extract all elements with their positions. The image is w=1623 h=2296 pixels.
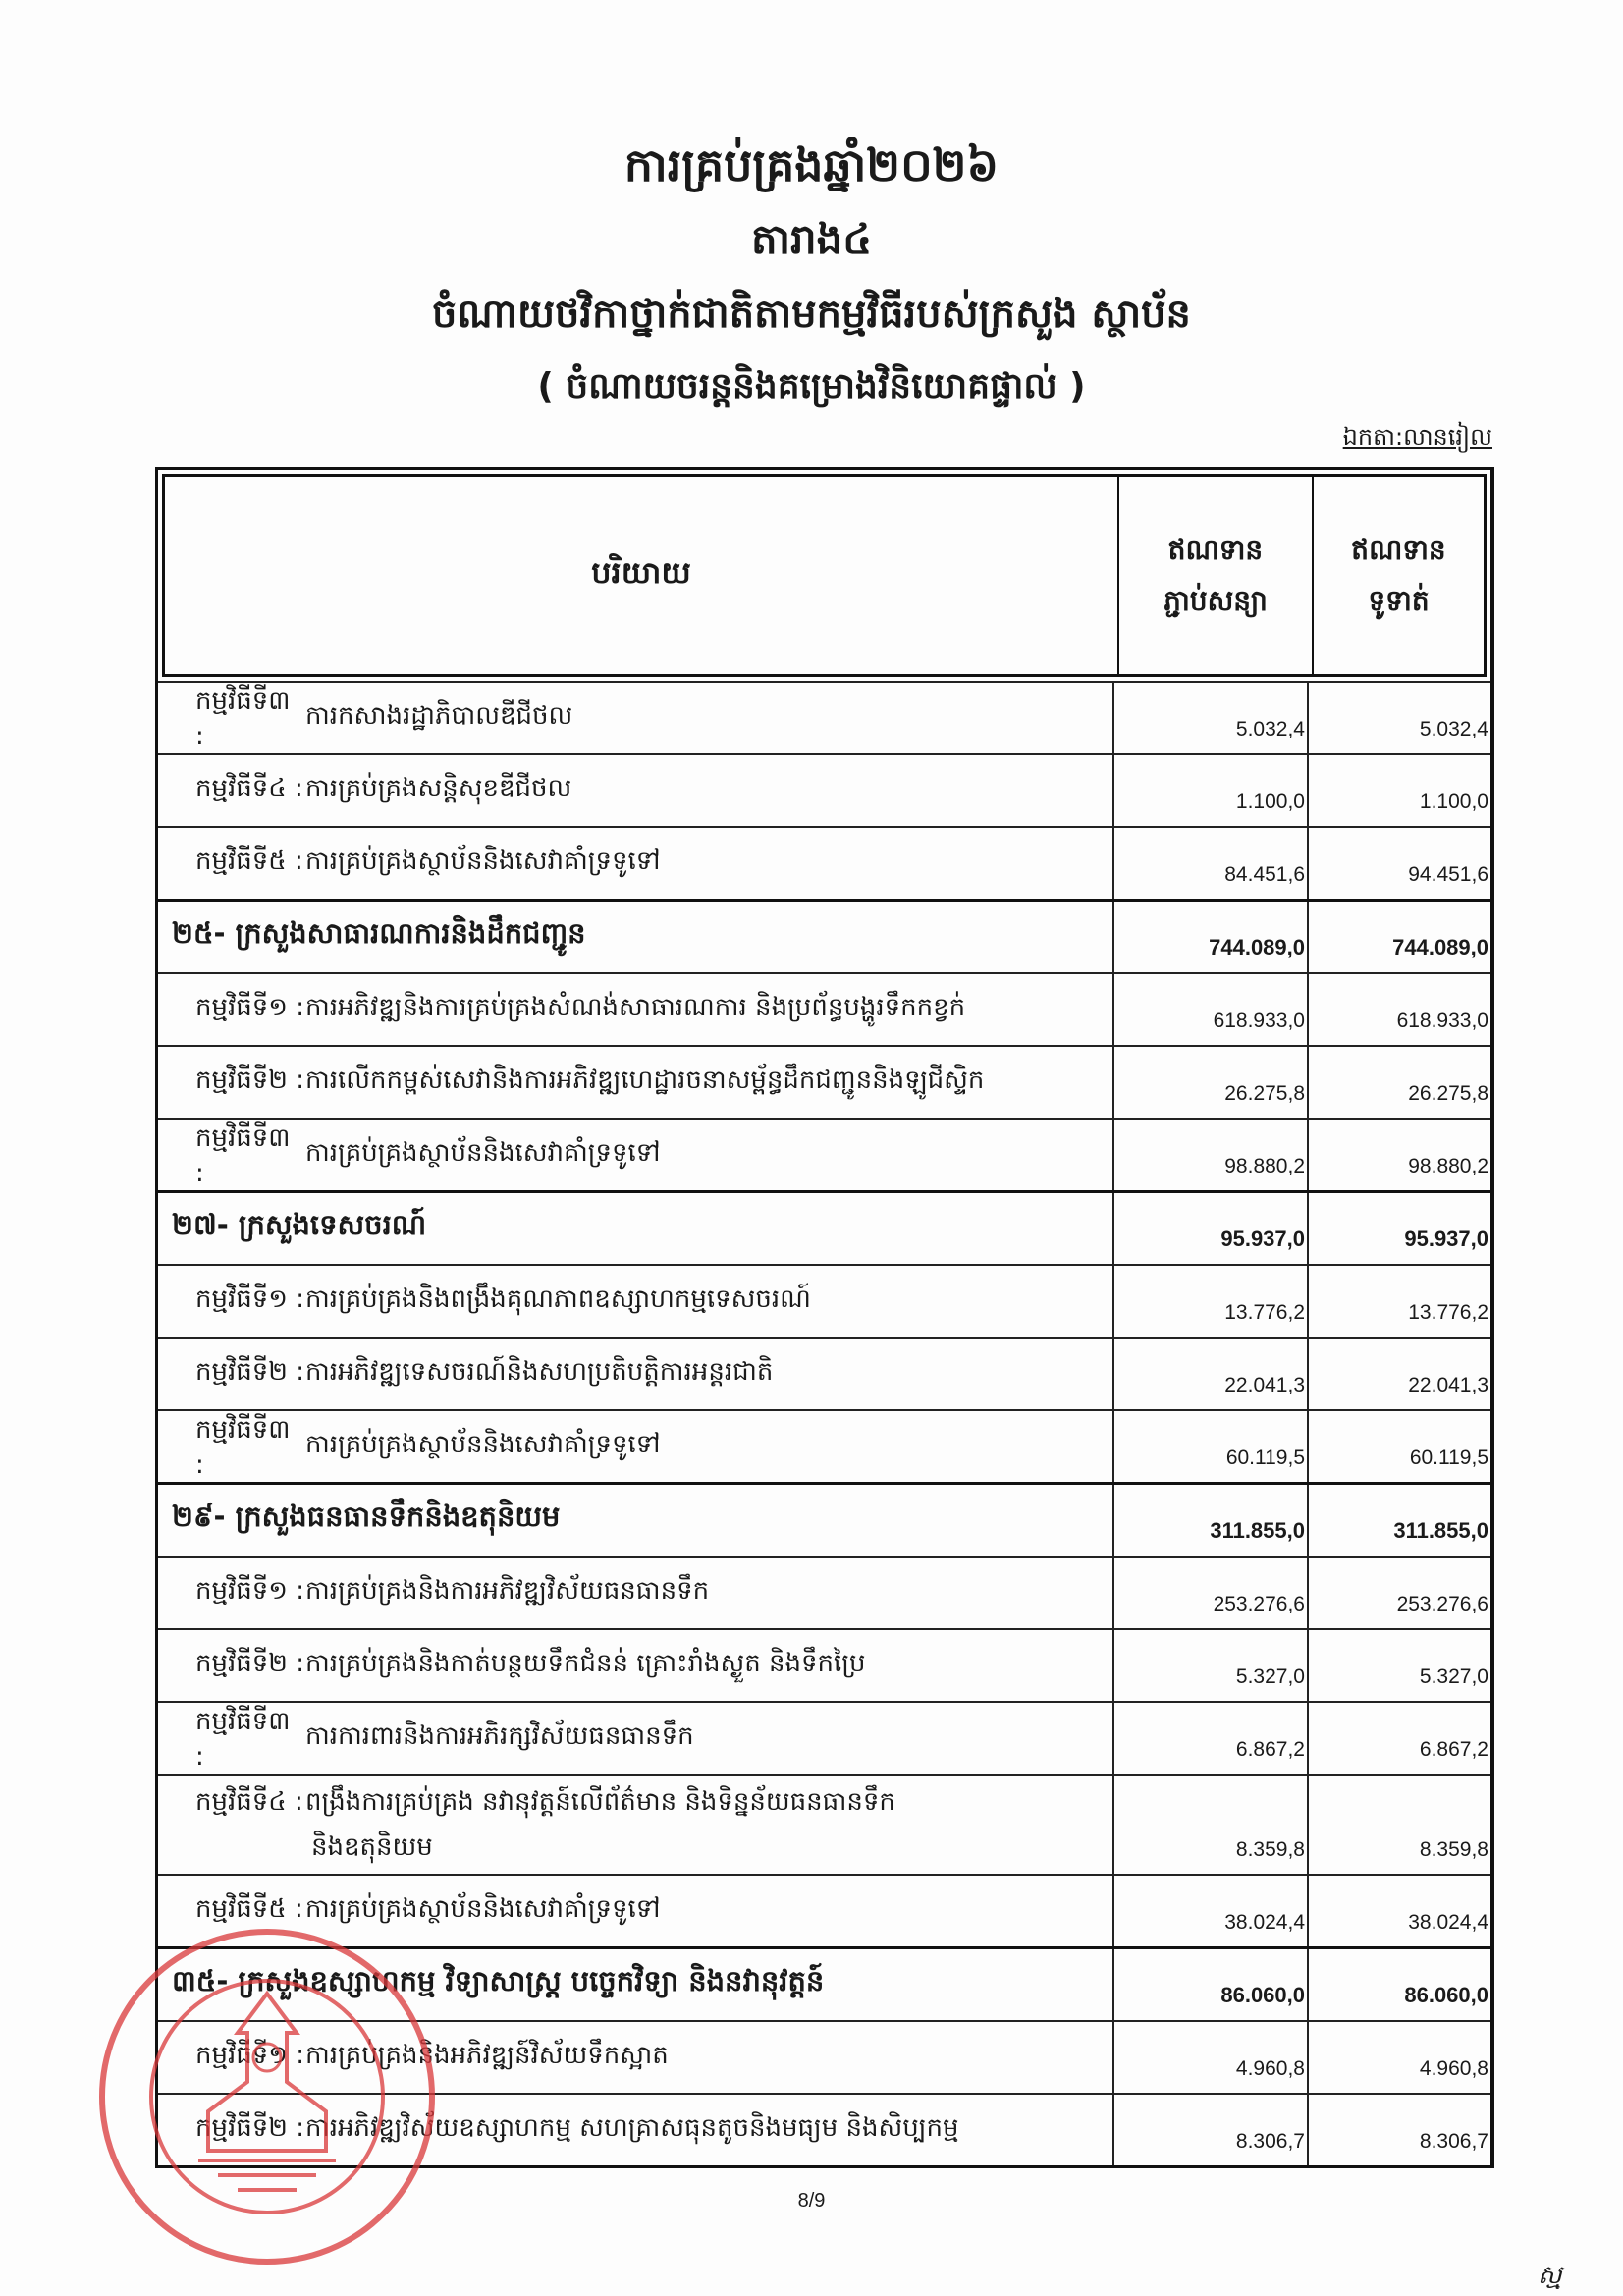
payment-credit-value: 253.276,6: [1396, 1593, 1488, 1615]
program-label: កម្មវិធីទី៣ :: [195, 1123, 291, 1188]
header-payment-line1: ឥណទាន: [1351, 533, 1446, 566]
program-description: ការគ្រប់គ្រងស្ថាប័ននិងសេវាគាំទ្រទូទៅ: [305, 1430, 661, 1459]
commitment-credit-value: 98.880,2: [1114, 1120, 1309, 1190]
ministry-name: ២៥- ក្រសួងសាធារណការនិងដឹកជញ្ជូន: [172, 916, 586, 950]
commitment-credit-value: 8.306,7: [1114, 2095, 1309, 2165]
program-description: ការគ្រប់គ្រងសន្តិសុខឌីជីថល: [305, 774, 572, 803]
title-subtitle: ( ចំណាយចរន្តនិងគម្រោងវិនិយោគផ្ទាល់ ): [537, 366, 1086, 407]
row-description: [158, 755, 1114, 826]
program-row: [158, 1409, 1490, 1482]
payment-credit-value: 6.867,2: [1419, 1738, 1488, 1761]
program-label: កម្មវិធីទី៥ :: [195, 1894, 303, 1924]
row-description: [158, 1411, 1114, 1482]
header-payment-line2: ទូទាត់: [1368, 584, 1430, 617]
ministry-row: [158, 1482, 1490, 1556]
commitment-credit-value: 1.100,0: [1114, 755, 1309, 826]
program-description-multiline: [195, 1779, 895, 1870]
program-line-1: [195, 1779, 895, 1825]
payment-credit-value: 4.960,8: [1419, 2057, 1488, 2080]
program-description: ការការពារនិងការអភិរក្សវិស័យធនធានទឹក: [305, 1722, 694, 1751]
program-label: កម្មវិធីទី២ :: [195, 1066, 304, 1095]
payment-credit-value: 5.032,4: [1419, 718, 1488, 740]
program-description: ពង្រឹងការគ្រប់គ្រង នវានុវត្តន៍លើព័ត៌មាន និងទិន្នន័យធនធានទឹក: [305, 1787, 895, 1817]
commitment-credit-value: 744.089,0: [1114, 902, 1309, 972]
program-description-continued: និងឧតុនិយម: [311, 1832, 433, 1862]
program-description: ការគ្រប់គ្រងស្ថាប័ននិងសេវាគាំទ្រទូទៅ: [305, 1894, 661, 1924]
row-description: [158, 828, 1114, 899]
program-label: កម្មវិធីទី២ :: [195, 1357, 304, 1387]
program-row: [158, 1556, 1490, 1628]
table-header: [162, 474, 1487, 677]
commitment-credit-value: 26.275,8: [1114, 1047, 1309, 1118]
payment-credit-value: 744.089,0: [1392, 935, 1488, 959]
ministry-row: [158, 899, 1490, 972]
payment-credit-value: 94.451,6: [1408, 863, 1488, 886]
program-row: [158, 1701, 1490, 1774]
header-payment-credit: [1314, 477, 1484, 674]
payment-credit-value: 95.937,0: [1404, 1227, 1488, 1251]
payment-credit-value: 22.041,3: [1408, 1374, 1488, 1396]
title-main: ចំណាយថវិកាថ្នាក់ជាតិតាមកម្មវិធីរបស់ក្រសួង ស្ថាប័ន: [432, 292, 1191, 337]
program-description: ការគ្រប់គ្រងស្ថាប័ននិងសេវាគាំទ្រទូទៅ: [305, 847, 661, 876]
payment-credit-value: 5.327,0: [1419, 1666, 1488, 1688]
unit-label: ឯកតា:លានរៀល: [1342, 423, 1492, 451]
program-label: កម្មវិធីទី៣ :: [195, 1415, 291, 1480]
header-commitment-line2: ភ្ជាប់សន្យា: [1163, 584, 1268, 617]
row-description: [158, 1193, 1114, 1264]
commitment-credit-value: 22.041,3: [1114, 1339, 1309, 1409]
program-description: ការគ្រប់គ្រងស្ថាប័ននិងសេវាគាំទ្រទូទៅ: [305, 1138, 661, 1168]
program-label: កម្មវិធីទី១ :: [195, 1285, 304, 1314]
program-row: [158, 1264, 1490, 1337]
commitment-credit-value: 38.024,4: [1114, 1876, 1309, 1946]
header-description: បរិយាយ: [165, 477, 1119, 674]
row-description: [158, 1339, 1114, 1409]
payment-credit-value: 8.306,7: [1419, 2130, 1488, 2153]
program-description: ការគ្រប់គ្រងនិងអភិវឌ្ឍន៍វិស័យទឹកស្អាត: [305, 2041, 669, 2070]
ministry-name: ២៧- ក្រសួងទេសចរណ៍: [172, 1208, 427, 1241]
row-description: [158, 1558, 1114, 1628]
payment-credit-value: 26.275,8: [1408, 1082, 1488, 1105]
commitment-credit-value: 95.937,0: [1114, 1193, 1309, 1264]
payment-credit-value: 60.119,5: [1409, 1447, 1488, 1469]
program-row: [158, 753, 1490, 826]
program-row: [158, 972, 1490, 1045]
commitment-credit-value: 13.776,2: [1114, 1266, 1309, 1337]
commitment-credit-value: 5.032,4: [1114, 683, 1309, 753]
program-label: កម្មវិធីទី៣ :: [195, 1707, 291, 1772]
program-label: កម្មវិធីទី៣ :: [195, 686, 291, 751]
program-row: [158, 1045, 1490, 1118]
row-description: [158, 683, 1114, 753]
commitment-credit-value: 5.327,0: [1114, 1630, 1309, 1701]
payment-credit-value: 311.855,0: [1393, 1518, 1488, 1543]
ministry-name: ៣៥- ក្រសួងឧស្សាហកម្ម វិទ្យាសាស្ត្រ បច្ចេកវិទ្យា និងនវានុវត្តន៍: [172, 1964, 825, 1997]
row-description: [158, 1120, 1114, 1190]
payment-credit-value: 98.880,2: [1408, 1155, 1488, 1177]
row-description: [158, 902, 1114, 972]
row-description: [158, 1776, 1114, 1874]
program-label: កម្មវិធីទី៤ :: [195, 774, 303, 803]
row-description: [158, 974, 1114, 1045]
commitment-credit-value: 311.855,0: [1114, 1485, 1309, 1556]
program-description: ការអភិវឌ្ឍទេសចរណ៍និងសហប្រតិបត្តិការអន្តរជាតិ: [305, 1357, 774, 1387]
program-row: [158, 1337, 1490, 1409]
title-table-number: តារាង៤: [750, 215, 873, 263]
program-row: [158, 826, 1490, 899]
header-commitment-line1: ឥណទាន: [1167, 533, 1264, 566]
program-description: ការលើកកម្ពស់សេវានិងការអភិវឌ្ឍហេដ្ឋារចនាសម្ព័ន្ធដឹកជញ្ជូននិងឡូជីស្ទិក: [305, 1066, 985, 1095]
program-description: ការអភិវឌ្ឍនិងការគ្រប់គ្រងសំណង់សាធារណការ និងប្រព័ន្ធបង្ហូរទឹកកខ្វក់: [305, 993, 966, 1022]
payment-credit-value: 1.100,0: [1419, 791, 1488, 813]
program-label: កម្មវិធីទី២ :: [195, 1649, 304, 1678]
program-description: ការគ្រប់គ្រងនិងការអភិវឌ្ឍវិស័យធនធានទឹក: [305, 1576, 710, 1606]
payment-credit-value: 13.776,2: [1408, 1301, 1488, 1324]
commitment-credit-value: 8.359,8: [1114, 1776, 1309, 1874]
document-title-block: [0, 128, 1623, 422]
title-year: ការគ្រប់គ្រងឆ្នាំ២០២៦: [623, 138, 1000, 191]
program-description: ការអភិវឌ្ឍវិស័យឧស្សាហកម្ម សហគ្រាសធុនតូចនិងមធ្យម និងសិប្បកម្ម: [305, 2113, 959, 2143]
payment-credit-value: 8.359,8: [1419, 1838, 1488, 1861]
handwritten-initials: ស្ម: [1538, 2261, 1562, 2290]
commitment-credit-value: 253.276,6: [1114, 1558, 1309, 1628]
program-row: [158, 1118, 1490, 1190]
budget-table: [155, 467, 1494, 2168]
program-description: ការគ្រប់គ្រងនិងកាត់បន្ថយទឹកជំនន់ គ្រោះរាំងស្ងួត និងទឹកប្រៃ: [305, 1649, 866, 1678]
page-number: 8/9: [797, 2190, 826, 2212]
payment-credit-value: 38.024,4: [1408, 1911, 1488, 1934]
program-label: កម្មវិធីទី២ :: [195, 2113, 304, 2143]
commitment-credit-value: 4.960,8: [1114, 2022, 1309, 2093]
payment-credit-value: 618.933,0: [1396, 1010, 1488, 1032]
commitment-credit-value: 60.119,5: [1114, 1411, 1309, 1482]
commitment-credit-value: 6.867,2: [1114, 1703, 1309, 1774]
ministry-name: ២៩- ក្រសួងធនធានទឹកនិងឧតុនិយម: [172, 1500, 561, 1533]
program-row: [158, 1628, 1490, 1701]
ministry-row: [158, 1190, 1490, 1264]
header-commitment-credit: [1119, 477, 1314, 674]
row-description: [158, 1047, 1114, 1118]
commitment-credit-value: 618.933,0: [1114, 974, 1309, 1045]
program-row: [158, 1774, 1490, 1874]
commitment-credit-value: 86.060,0: [1114, 1949, 1309, 2020]
row-description: [158, 1703, 1114, 1774]
row-description: [158, 1485, 1114, 1556]
program-description: ការគ្រប់គ្រងនិងពង្រឹងគុណភាពឧស្សាហកម្មទេសចរណ៍: [305, 1285, 811, 1314]
program-label: កម្មវិធីទី៤ :: [195, 1787, 303, 1817]
royal-seal-stamp: [90, 1915, 444, 2278]
program-label: កម្មវិធីទី៥ :: [195, 847, 303, 876]
program-row: [158, 681, 1490, 753]
program-label: កម្មវិធីទី១ :: [195, 2041, 304, 2070]
program-label: កម្មវិធីទី១ :: [195, 1576, 304, 1606]
commitment-credit-value: 84.451,6: [1114, 828, 1309, 899]
row-description: [158, 1266, 1114, 1337]
payment-credit-value: 86.060,0: [1404, 1983, 1488, 2007]
row-description: [158, 1630, 1114, 1701]
program-label: កម្មវិធីទី១ :: [195, 993, 304, 1022]
program-description: ការកសាងរដ្ឋាភិបាលឌីជីថល: [305, 701, 573, 731]
